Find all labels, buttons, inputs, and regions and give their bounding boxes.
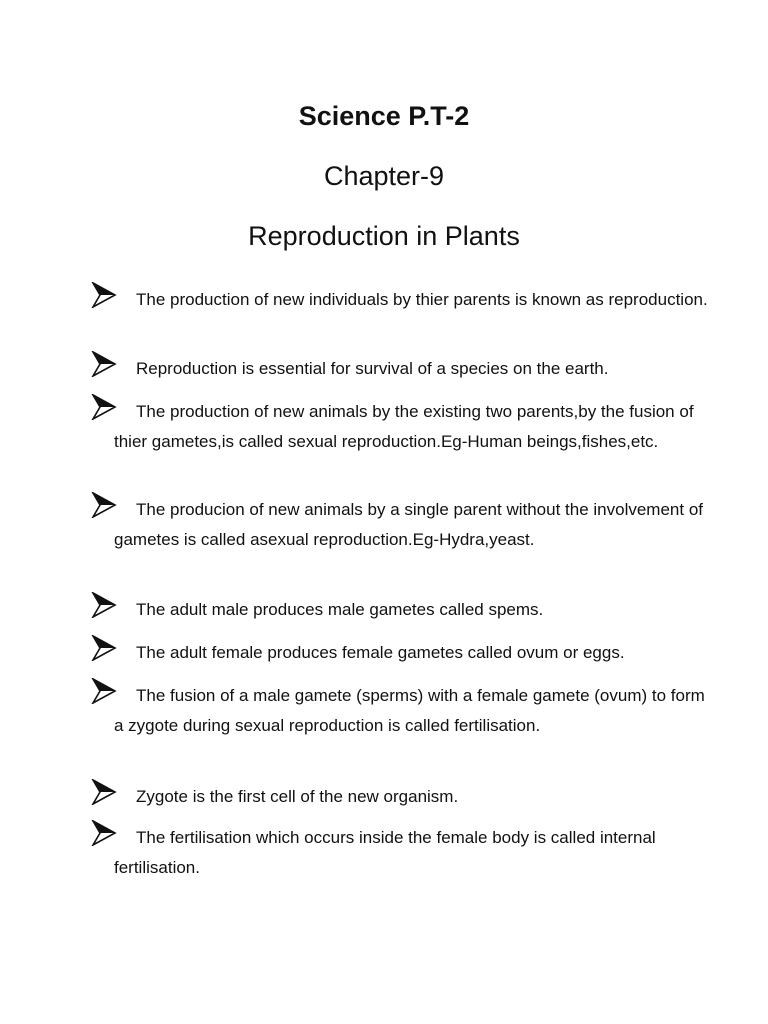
bullet-text: The producion of new animals by a single parent without the involvement of gametes is called asexual reproduction.Eg-Hydra,yeast. [114, 500, 703, 549]
bullet-text: The production of new individuals by thier parents is known as reproduction. [136, 290, 708, 309]
chapter-heading: Chapter-9 [323, 161, 445, 191]
topic-heading: Reproduction in Plants [248, 221, 520, 251]
bullet-text: The production of new animals by the existing two parents,by the fusion of thier gametes,is called sexual reproduction.Eg-Human beings,fishes,etc. [114, 402, 694, 451]
bullet-text: The adult female produces female gametes called ovum or eggs. [136, 643, 625, 662]
bullet-text: Reproduction is essential for survival of a species on the earth. [136, 359, 609, 378]
bullet-text: The adult male produces male gametes called spems. [136, 600, 544, 619]
bullet-text: The fusion of a male gamete (sperms) with a female gamete (ovum) to form a zygote during sexual reproduction is called fertilisation. [114, 686, 705, 735]
bullet-text: The fertilisation which occurs inside the female body is called internal fertilisation. [114, 828, 656, 877]
document-title: Science P.T-2 [298, 101, 470, 131]
bullet-text: Zygote is the first cell of the new organism. [136, 787, 459, 806]
